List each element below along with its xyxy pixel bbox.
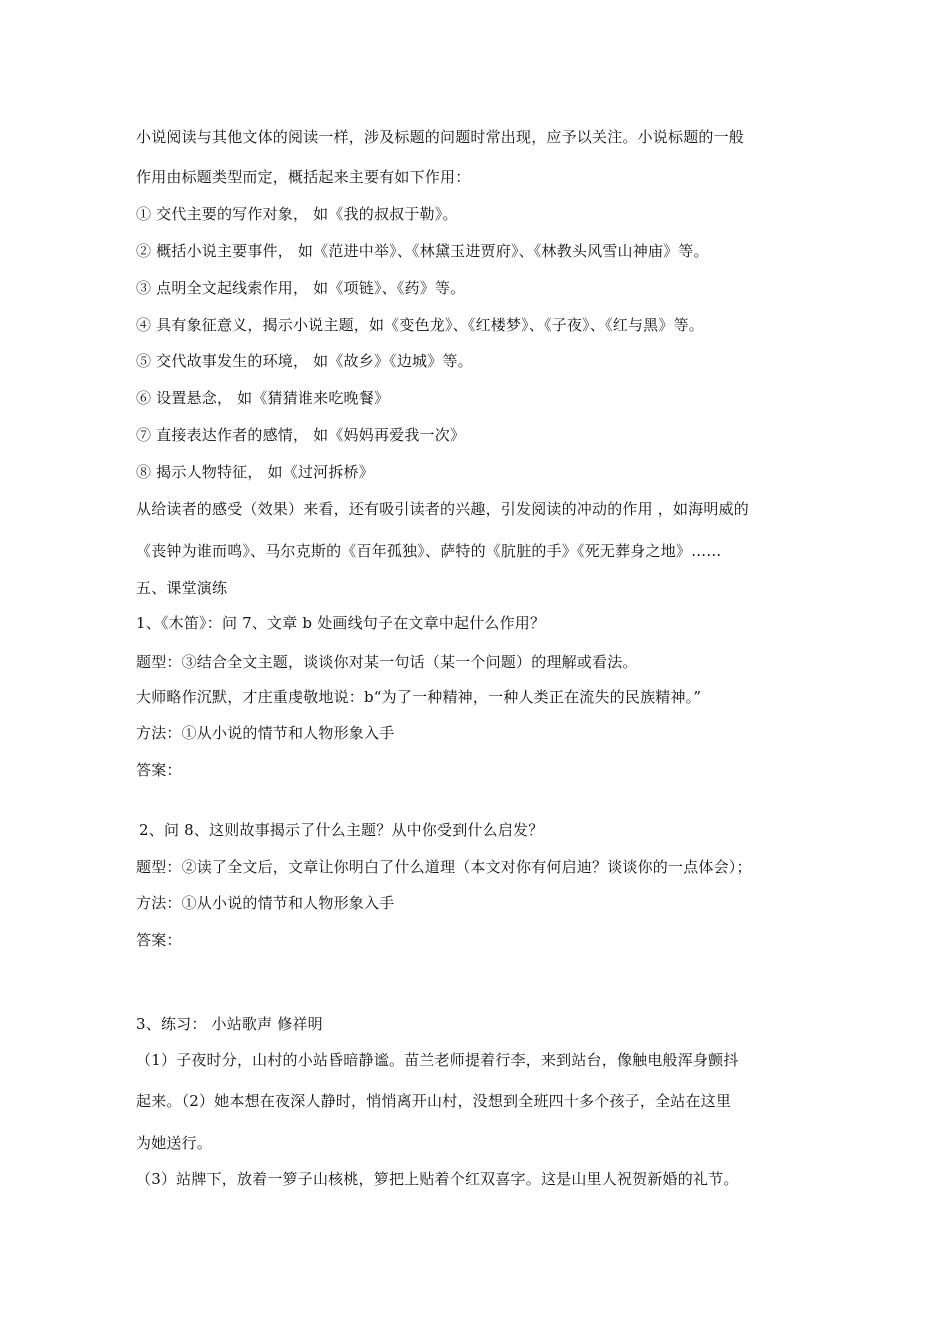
answer-label: 答案： xyxy=(136,761,182,779)
exercise-heading: 3、练习： 小站歌声 修祥明 xyxy=(136,1015,323,1033)
paragraph-line: 大师略作沉默，才庄重虔敬地说：b“为了一种精神，一种人类正在流失的民族精神。” xyxy=(136,688,702,706)
paragraph-line: 作用由标题类型而定，概括起来主要有如下作用： xyxy=(136,168,471,186)
list-item: ① 交代主要的写作对象， 如《我的叔叔于勒》。 xyxy=(136,205,458,223)
paragraph-line: 起来。（2）她本想在夜深人静时，悄悄离开山村，没想到全班四十多个孩子，全站在这里 xyxy=(136,1092,732,1110)
paragraph-line: 方法：①从小说的情节和人物形象入手 xyxy=(136,724,395,742)
question-line: 1、《木笛》：问 7、文章 b 处画线句子在文章中起什么作用？ xyxy=(136,614,546,632)
list-item: ⑤ 交代故事发生的环境， 如《故乡》《边城》等。 xyxy=(136,352,473,370)
list-item: ⑥ 设置悬念， 如《猜猜谁来吃晚餐》 xyxy=(136,389,390,407)
list-item: ⑦ 直接表达作者的感情， 如《妈妈再爱我一次》 xyxy=(136,426,466,444)
paragraph-line: 小说阅读与其他文体的阅读一样，涉及标题的问题时常出现，应予以关注。小说标题的一般 xyxy=(136,128,745,146)
list-item: ⑧ 揭示人物特征， 如《过河拆桥》 xyxy=(136,463,374,481)
paragraph-line: 为她送行。 xyxy=(136,1134,213,1152)
answer-label: 答案： xyxy=(136,931,182,949)
list-item: ③ 点明全文起线索作用， 如《项链》、《药》等。 xyxy=(136,279,466,297)
list-item: ② 概括小说主要事件， 如《范进中举》、《林黛玉进贾府》、《林教头风雪山神庙》等。 xyxy=(136,242,709,260)
paragraph-line: 《丧钟为谁而鸣》、马尔克斯的《百年孤独》、萨特的《肮脏的手》《死无葬身之地》…… xyxy=(136,542,722,560)
paragraph-line: 方法：①从小说的情节和人物形象入手 xyxy=(136,894,395,912)
paragraph-line: 题型：②读了全文后，文章让你明白了什么道理（本文对你有何启迪？谈谈你的一点体会）； xyxy=(136,858,752,876)
paragraph-line: （1）子夜时分，山村的小站昏暗静谧。苗兰老师提着行李，来到站台，像触电般浑身颤抖 xyxy=(136,1051,739,1069)
list-item: ④ 具有象征意义，揭示小说主题，如《变色龙》、《红楼梦》、《子夜》、《红与黑》等。 xyxy=(136,316,704,334)
paragraph-line: （3）站牌下，放着一箩子山核桃，箩把上贴着个红双喜字。这是山里人祝贺新婚的礼节。 xyxy=(136,1170,739,1188)
section-heading: 五、课堂演练 xyxy=(136,579,228,597)
paragraph-line: 从给读者的感受（效果）来看，还有吸引读者的兴趣，引发阅读的冲动的作用 ，如海明威的 xyxy=(136,500,749,518)
question-line: 2、问 8、这则故事揭示了什么主题？从中你受到什么启发？ xyxy=(139,821,544,839)
paragraph-line: 题型：③结合全文主题，谈谈你对某一句话（某一个问题）的理解或看法。 xyxy=(136,653,638,671)
